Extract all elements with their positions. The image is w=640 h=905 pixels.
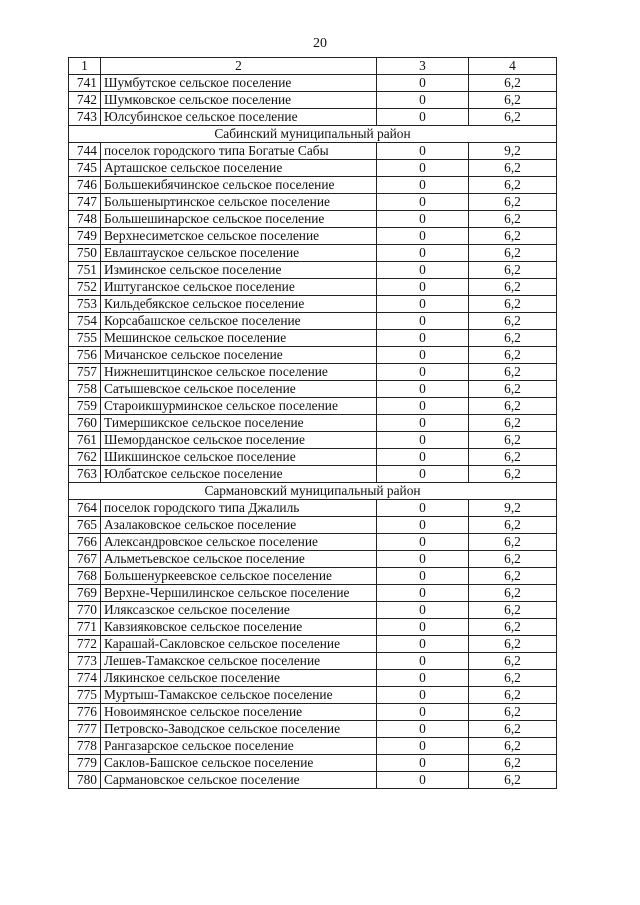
settlement-name: Шумбутское сельское поселение [101, 75, 377, 92]
settlements-table [68, 57, 557, 789]
row-number: 768 [69, 568, 101, 585]
column-3-value: 0 [377, 330, 469, 347]
column-4-value: 6,2 [469, 772, 557, 789]
column-4-value: 6,2 [469, 330, 557, 347]
settlement-name: поселок городского типа Джалиль [101, 500, 377, 517]
settlement-name: Лешев-Тамакское сельское поселение [101, 653, 377, 670]
column-3-value: 0 [377, 415, 469, 432]
row-number: 760 [69, 415, 101, 432]
table-row [69, 211, 557, 228]
column-4-value: 6,2 [469, 415, 557, 432]
table-row [69, 449, 557, 466]
settlement-name: Большешинарское сельское поселение [101, 211, 377, 228]
column-4-value: 6,2 [469, 296, 557, 313]
table-row [69, 568, 557, 585]
settlement-name: Альметьевское сельское поселение [101, 551, 377, 568]
settlement-name: Большенуркеевское сельское поселение [101, 568, 377, 585]
page-number: 20 [313, 36, 327, 51]
column-3-value: 0 [377, 194, 469, 211]
table-row [69, 755, 557, 772]
column-4-value: 6,2 [469, 449, 557, 466]
table-row [69, 585, 557, 602]
settlement-name: Арташское сельское поселение [101, 160, 377, 177]
column-4-value: 6,2 [469, 313, 557, 330]
table-row [69, 177, 557, 194]
column-3-value: 0 [377, 636, 469, 653]
settlement-name: Сатышевское сельское поселение [101, 381, 377, 398]
table-row [69, 245, 557, 262]
settlement-name: Шеморданское сельское поселение [101, 432, 377, 449]
column-4-value: 6,2 [469, 92, 557, 109]
column-3-value: 0 [377, 619, 469, 636]
table-row [69, 143, 557, 160]
column-4-value: 6,2 [469, 398, 557, 415]
row-number: 747 [69, 194, 101, 211]
settlement-name: Карашай-Сакловское сельское поселение [101, 636, 377, 653]
table-row [69, 109, 557, 126]
row-number: 771 [69, 619, 101, 636]
column-4-value: 6,2 [469, 279, 557, 296]
column-3-value: 0 [377, 245, 469, 262]
settlement-name: Юлбатское сельское поселение [101, 466, 377, 483]
column-3-value: 0 [377, 398, 469, 415]
column-3-value: 0 [377, 551, 469, 568]
column-3-value: 0 [377, 177, 469, 194]
column-4-value: 6,2 [469, 245, 557, 262]
row-number: 749 [69, 228, 101, 245]
column-3-value: 0 [377, 109, 469, 126]
column-3-value: 0 [377, 228, 469, 245]
column-3-value: 0 [377, 347, 469, 364]
table-row [69, 466, 557, 483]
table-row [69, 721, 557, 738]
row-number: 777 [69, 721, 101, 738]
settlement-name: Большеныртинское сельское поселение [101, 194, 377, 211]
column-4-value: 6,2 [469, 381, 557, 398]
row-number: 778 [69, 738, 101, 755]
row-number: 757 [69, 364, 101, 381]
row-number: 751 [69, 262, 101, 279]
settlement-name: Новоимянское сельское поселение [101, 704, 377, 721]
row-number: 741 [69, 75, 101, 92]
column-4-value: 6,2 [469, 653, 557, 670]
table-row [69, 500, 557, 517]
header-row [69, 58, 557, 75]
settlement-name: Тимершикское сельское поселение [101, 415, 377, 432]
table-row [69, 738, 557, 755]
row-number: 766 [69, 534, 101, 551]
column-3-value: 0 [377, 449, 469, 466]
column-4-value: 6,2 [469, 551, 557, 568]
column-4-value: 9,2 [469, 143, 557, 160]
settlement-name: Муртыш-Тамакское сельское поселение [101, 687, 377, 704]
column-4-value: 6,2 [469, 721, 557, 738]
district-heading: Сармановский муниципальный район [69, 483, 557, 500]
row-number: 769 [69, 585, 101, 602]
table-row [69, 687, 557, 704]
column-3-value: 0 [377, 687, 469, 704]
column-3-value: 0 [377, 211, 469, 228]
column-3-value: 0 [377, 568, 469, 585]
row-number: 779 [69, 755, 101, 772]
table-row [69, 228, 557, 245]
settlement-name: Верхнесиметское сельское поселение [101, 228, 377, 245]
settlement-name: Рангазарское сельское поселение [101, 738, 377, 755]
column-4-value: 6,2 [469, 534, 557, 551]
row-number: 756 [69, 347, 101, 364]
settlement-name: Корсабашское сельское поселение [101, 313, 377, 330]
column-4-value: 6,2 [469, 738, 557, 755]
table-row [69, 398, 557, 415]
column-3-value: 0 [377, 262, 469, 279]
column-4-value: 6,2 [469, 687, 557, 704]
column-3-value: 0 [377, 670, 469, 687]
column-3-value: 0 [377, 721, 469, 738]
row-number: 764 [69, 500, 101, 517]
district-heading: Сабинский муниципальный район [69, 126, 557, 143]
settlement-name: Саклов-Башское сельское поселение [101, 755, 377, 772]
column-4-value: 6,2 [469, 517, 557, 534]
settlement-name: Мешинское сельское поселение [101, 330, 377, 347]
table-row [69, 517, 557, 534]
row-number: 746 [69, 177, 101, 194]
table-row [69, 432, 557, 449]
settlement-name: Староикшурминское сельское поселение [101, 398, 377, 415]
row-number: 767 [69, 551, 101, 568]
column-4-value: 6,2 [469, 177, 557, 194]
column-header: 4 [469, 58, 557, 75]
column-4-value: 6,2 [469, 160, 557, 177]
row-number: 750 [69, 245, 101, 262]
column-4-value: 6,2 [469, 211, 557, 228]
row-number: 772 [69, 636, 101, 653]
column-4-value: 6,2 [469, 75, 557, 92]
row-number: 773 [69, 653, 101, 670]
row-number: 758 [69, 381, 101, 398]
column-3-value: 0 [377, 704, 469, 721]
column-4-value: 6,2 [469, 262, 557, 279]
table-row [69, 653, 557, 670]
column-3-value: 0 [377, 296, 469, 313]
column-4-value: 6,2 [469, 585, 557, 602]
row-number: 765 [69, 517, 101, 534]
column-3-value: 0 [377, 92, 469, 109]
settlement-name: поселок городского типа Богатые Сабы [101, 143, 377, 160]
table-row [69, 330, 557, 347]
table-row [69, 704, 557, 721]
settlement-name: Шикшинское сельское поселение [101, 449, 377, 466]
table-row [69, 619, 557, 636]
row-number: 745 [69, 160, 101, 177]
settlement-name: Петровско-Заводское сельское поселение [101, 721, 377, 738]
column-4-value: 6,2 [469, 704, 557, 721]
row-number: 755 [69, 330, 101, 347]
column-3-value: 0 [377, 466, 469, 483]
row-number: 742 [69, 92, 101, 109]
row-number: 763 [69, 466, 101, 483]
column-3-value: 0 [377, 313, 469, 330]
row-number: 762 [69, 449, 101, 466]
row-number: 752 [69, 279, 101, 296]
table-body [69, 75, 557, 789]
settlement-name: Александровское сельское поселение [101, 534, 377, 551]
column-3-value: 0 [377, 381, 469, 398]
column-header: 2 [101, 58, 377, 75]
table-row [69, 296, 557, 313]
settlement-name: Кавзияковское сельское поселение [101, 619, 377, 636]
table-row [69, 364, 557, 381]
settlement-name: Большекибячинское сельское поселение [101, 177, 377, 194]
table-row [69, 160, 557, 177]
row-number: 744 [69, 143, 101, 160]
column-4-value: 6,2 [469, 619, 557, 636]
column-3-value: 0 [377, 517, 469, 534]
column-4-value: 6,2 [469, 636, 557, 653]
column-header: 3 [377, 58, 469, 75]
row-number: 761 [69, 432, 101, 449]
table-row [69, 194, 557, 211]
column-3-value: 0 [377, 500, 469, 517]
column-4-value: 6,2 [469, 602, 557, 619]
column-3-value: 0 [377, 75, 469, 92]
column-3-value: 0 [377, 585, 469, 602]
district-heading-row [69, 483, 557, 500]
column-4-value: 6,2 [469, 670, 557, 687]
table-row [69, 313, 557, 330]
table-row [69, 534, 557, 551]
column-3-value: 0 [377, 755, 469, 772]
settlement-name: Шумковское сельское поселение [101, 92, 377, 109]
row-number: 753 [69, 296, 101, 313]
row-number: 754 [69, 313, 101, 330]
column-4-value: 6,2 [469, 364, 557, 381]
row-number: 775 [69, 687, 101, 704]
table-row [69, 636, 557, 653]
column-header: 1 [69, 58, 101, 75]
row-number: 780 [69, 772, 101, 789]
column-3-value: 0 [377, 534, 469, 551]
row-number: 776 [69, 704, 101, 721]
table-row [69, 551, 557, 568]
row-number: 748 [69, 211, 101, 228]
column-4-value: 9,2 [469, 500, 557, 517]
column-4-value: 6,2 [469, 347, 557, 364]
column-3-value: 0 [377, 143, 469, 160]
column-3-value: 0 [377, 432, 469, 449]
column-3-value: 0 [377, 160, 469, 177]
table-row [69, 347, 557, 364]
column-3-value: 0 [377, 772, 469, 789]
table-row [69, 92, 557, 109]
settlement-name: Лякинское сельское поселение [101, 670, 377, 687]
column-3-value: 0 [377, 279, 469, 296]
row-number: 743 [69, 109, 101, 126]
settlement-name: Юлсубинское сельское поселение [101, 109, 377, 126]
table-row [69, 415, 557, 432]
settlement-name: Сармановское сельское поселение [101, 772, 377, 789]
table-row [69, 772, 557, 789]
column-3-value: 0 [377, 653, 469, 670]
column-3-value: 0 [377, 738, 469, 755]
column-4-value: 6,2 [469, 194, 557, 211]
table-row [69, 279, 557, 296]
settlement-name: Азалаковское сельское поселение [101, 517, 377, 534]
settlement-name: Мичанское сельское поселение [101, 347, 377, 364]
table-row [69, 381, 557, 398]
column-3-value: 0 [377, 364, 469, 381]
column-3-value: 0 [377, 602, 469, 619]
settlement-name: Изминское сельское поселение [101, 262, 377, 279]
column-4-value: 6,2 [469, 466, 557, 483]
column-4-value: 6,2 [469, 109, 557, 126]
column-4-value: 6,2 [469, 228, 557, 245]
settlement-name: Кильдебякское сельское поселение [101, 296, 377, 313]
table-row [69, 602, 557, 619]
settlement-name: Иляксазское сельское поселение [101, 602, 377, 619]
table-row [69, 75, 557, 92]
row-number: 759 [69, 398, 101, 415]
table-row [69, 670, 557, 687]
settlement-name: Евлаштауское сельское поселение [101, 245, 377, 262]
column-4-value: 6,2 [469, 568, 557, 585]
district-heading-row [69, 126, 557, 143]
column-4-value: 6,2 [469, 432, 557, 449]
settlement-name: Нижнешитцинское сельское поселение [101, 364, 377, 381]
settlement-name: Верхне-Чершилинское сельское поселение [101, 585, 377, 602]
column-4-value: 6,2 [469, 755, 557, 772]
settlement-name: Иштуганское сельское поселение [101, 279, 377, 296]
row-number: 770 [69, 602, 101, 619]
table-row [69, 262, 557, 279]
row-number: 774 [69, 670, 101, 687]
